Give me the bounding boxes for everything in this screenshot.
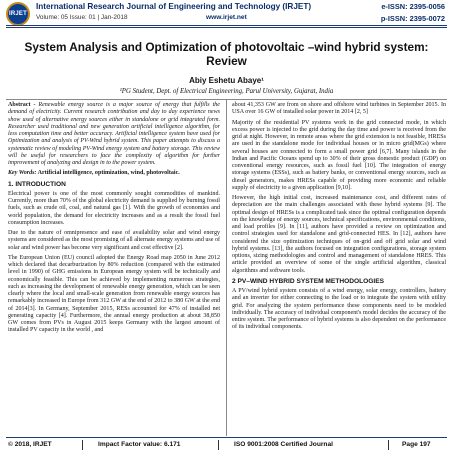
journal-name: International Research Journal of Engineering and Technology (IRJET) [36, 2, 312, 11]
intro-paragraph-2: Due to the nature of omnipresence and ease of availability solar and wind energy systems are considered as the most promising of all alternate energy systems and use of solar and wind power has become very significant and cost effective [2]. [8, 230, 220, 251]
keywords-label: Key Words: [8, 170, 37, 177]
journal-header [0, 0, 453, 28]
journal-logo [6, 2, 30, 26]
volume-issue: Volume: 05 Issue: 01 | Jan-2018 [36, 14, 128, 21]
abstract-label: Abstract - [8, 102, 36, 108]
footer-separator [82, 440, 83, 450]
section-heading-introduction: 1. INTRODUCTION [8, 180, 66, 188]
journal-footer [6, 440, 447, 451]
right-paragraph-1: about 41,353 GW are from on shore and offshore wind turbines in September 2015. In USA over 16 GW of installed solar power in 2014 [2, 5] [232, 102, 446, 116]
abstract-text: Renewable energy source is a major source of energy that fulfills the demand of electricity. Current research contribution and day to day experience news show used of alternative energy sources either in standalone or grid integrated form. Researcher used traditional and new generation artificial intelligence algorithm, for less computation time and better accuracy. Artificial intelligence system have used for Optimization and analysis of PV-Wind hybrid system. This paper attempts to discuss a systematic review of modeling PV-Wind energy system and battery storage. This review will be useful for researchers to face the complexity of algorithm for further improvement of analyzing and design in to the power system. [8, 102, 220, 166]
column-divider [226, 100, 227, 436]
footer-impact-factor: Impact Factor value: 6.171 [98, 441, 181, 448]
right-column [232, 102, 446, 335]
eissn-label: e-ISSN: 2395-0056 [381, 2, 445, 11]
right-paragraph-2: Majority of the residential PV systems work in the grid connected mode, in which excess power is injected to the grid during the day time and power is received from the grid at night. However, in remote areas where the grid extension is not feasible, HRESs are used in the standalone mode for individual houses or in micro grid(MGs) where several houses are connected to form a small power grid [6,7]. Many islands in the Indian and Pacific Oceans spend up to 30% of their gross domestic product (GDP) on conventional energy resources, such as fossil fuel [10]. The integration of energy storage systems (ESSs), such as battery banks, or conventional energy sources, such as diesel generators, makes HRESs capable of providing more economic and reliable supply of electricity to a given application [9,10]. [232, 119, 446, 191]
footer-divider [6, 437, 447, 438]
paper-title: System Analysis and Optimization of photovoltaic –wind hybrid system: Review [24, 40, 429, 68]
right-paragraph-3: However, the high initial cost, increased maintenance cost, and different rates of depreciation are the main challenges associated with these hybrid systems [9]. The optimal design of HRESs is a complicated task since the optimal configuration depends on the knowledge of energy sources, technical specifications, environmental conditions, and load profiles [9]. In [11], authors have provided a review on optimization and control strategies used for standalone and grid-connected HES. In [12], authors have considered the size optimization techniques of on-grid and off grid solar and wind hybrid systems. [13], the authors focused on integration configurations, storage system options, sizing methodologies and control and management of standalone HRES. This article provided an overview of some of the single artificial algorithm, classical algorithms and software tools. [232, 195, 446, 274]
intro-paragraph-1: Electrical power is one of the most commonly sought commodities of mankind. Currently, more than 70% of the global electricity demand is supplied by burning fossil fuels, such as crude oil, coal, and natural gas [1]. With the growth of economies and world population, the demand for electricity increases and as a result the fossil fuel consumption increases. [8, 190, 220, 226]
footer-page-number: Page 197 [402, 441, 431, 448]
section-heading-methodologies: 2 PV–WIND HYBRID SYSTEM METHODOLOGIES [232, 277, 385, 285]
footer-copyright: © 2018, IRJET [8, 441, 52, 448]
header-divider-thin [6, 27, 447, 28]
footer-separator [218, 440, 219, 450]
left-column [8, 102, 220, 338]
footer-iso: ISO 9001:2008 Certified Journal [234, 441, 333, 448]
intro-paragraph-3: The European Union (EU) council adopted the Energy Road map 2050 in June 2012 which declared that decarburization by 80% reduction (compared with the estimated level in 1990) of GHG emissions in European energy system will be technically and economically feasible. This can be achieved by implementing numerous strategies, such as increasing the development of renewable energy generation, which can be seen clearly where the local and small-scale generation from renewable energy sources has remarkably increased in Europe from 312 GW at the end of 2012 to 380 GW at the end of 2014[3]. In Germany, September 2015, RESs accounted for 47% of installed net generating capacity [4]. Furthermore, the annual energy production at about 38,850 GW comes from PVs in August 2015 keeps Germany with the largest amount of installed PV capacity in the world , and [8, 254, 220, 334]
header-divider [6, 25, 447, 26]
journal-website-link[interactable]: www.irjet.net [206, 14, 247, 21]
keywords [8, 170, 220, 177]
abstract [8, 102, 220, 167]
footer-separator [388, 440, 389, 450]
right-paragraph-4: A PV/wind hybrid system consists of a wind energy, solar energy, controllers, battery and an inverter for either connecting to the load or to integrate the system with utility grid. For analyzing the system performance these components need to be modeled individually. The accuracy of individual component's model decides the accuracy of the entire system. The performance of hybrid systems is also dependent on the performance of its individual components. [232, 288, 446, 331]
journal-logo-text: IRJET [8, 11, 27, 17]
author-affiliation: ¹PG Student, Dept. of Electrical Engineering, Parul University, Gujarat, India [119, 88, 334, 95]
pissn-label: p-ISSN: 2395-0072 [380, 14, 445, 23]
paper-author: Abiy Eshetu Abaye¹ [189, 76, 264, 85]
keywords-text: Artificial intelligence, optimization, wind, photovoltaic. [36, 170, 180, 177]
